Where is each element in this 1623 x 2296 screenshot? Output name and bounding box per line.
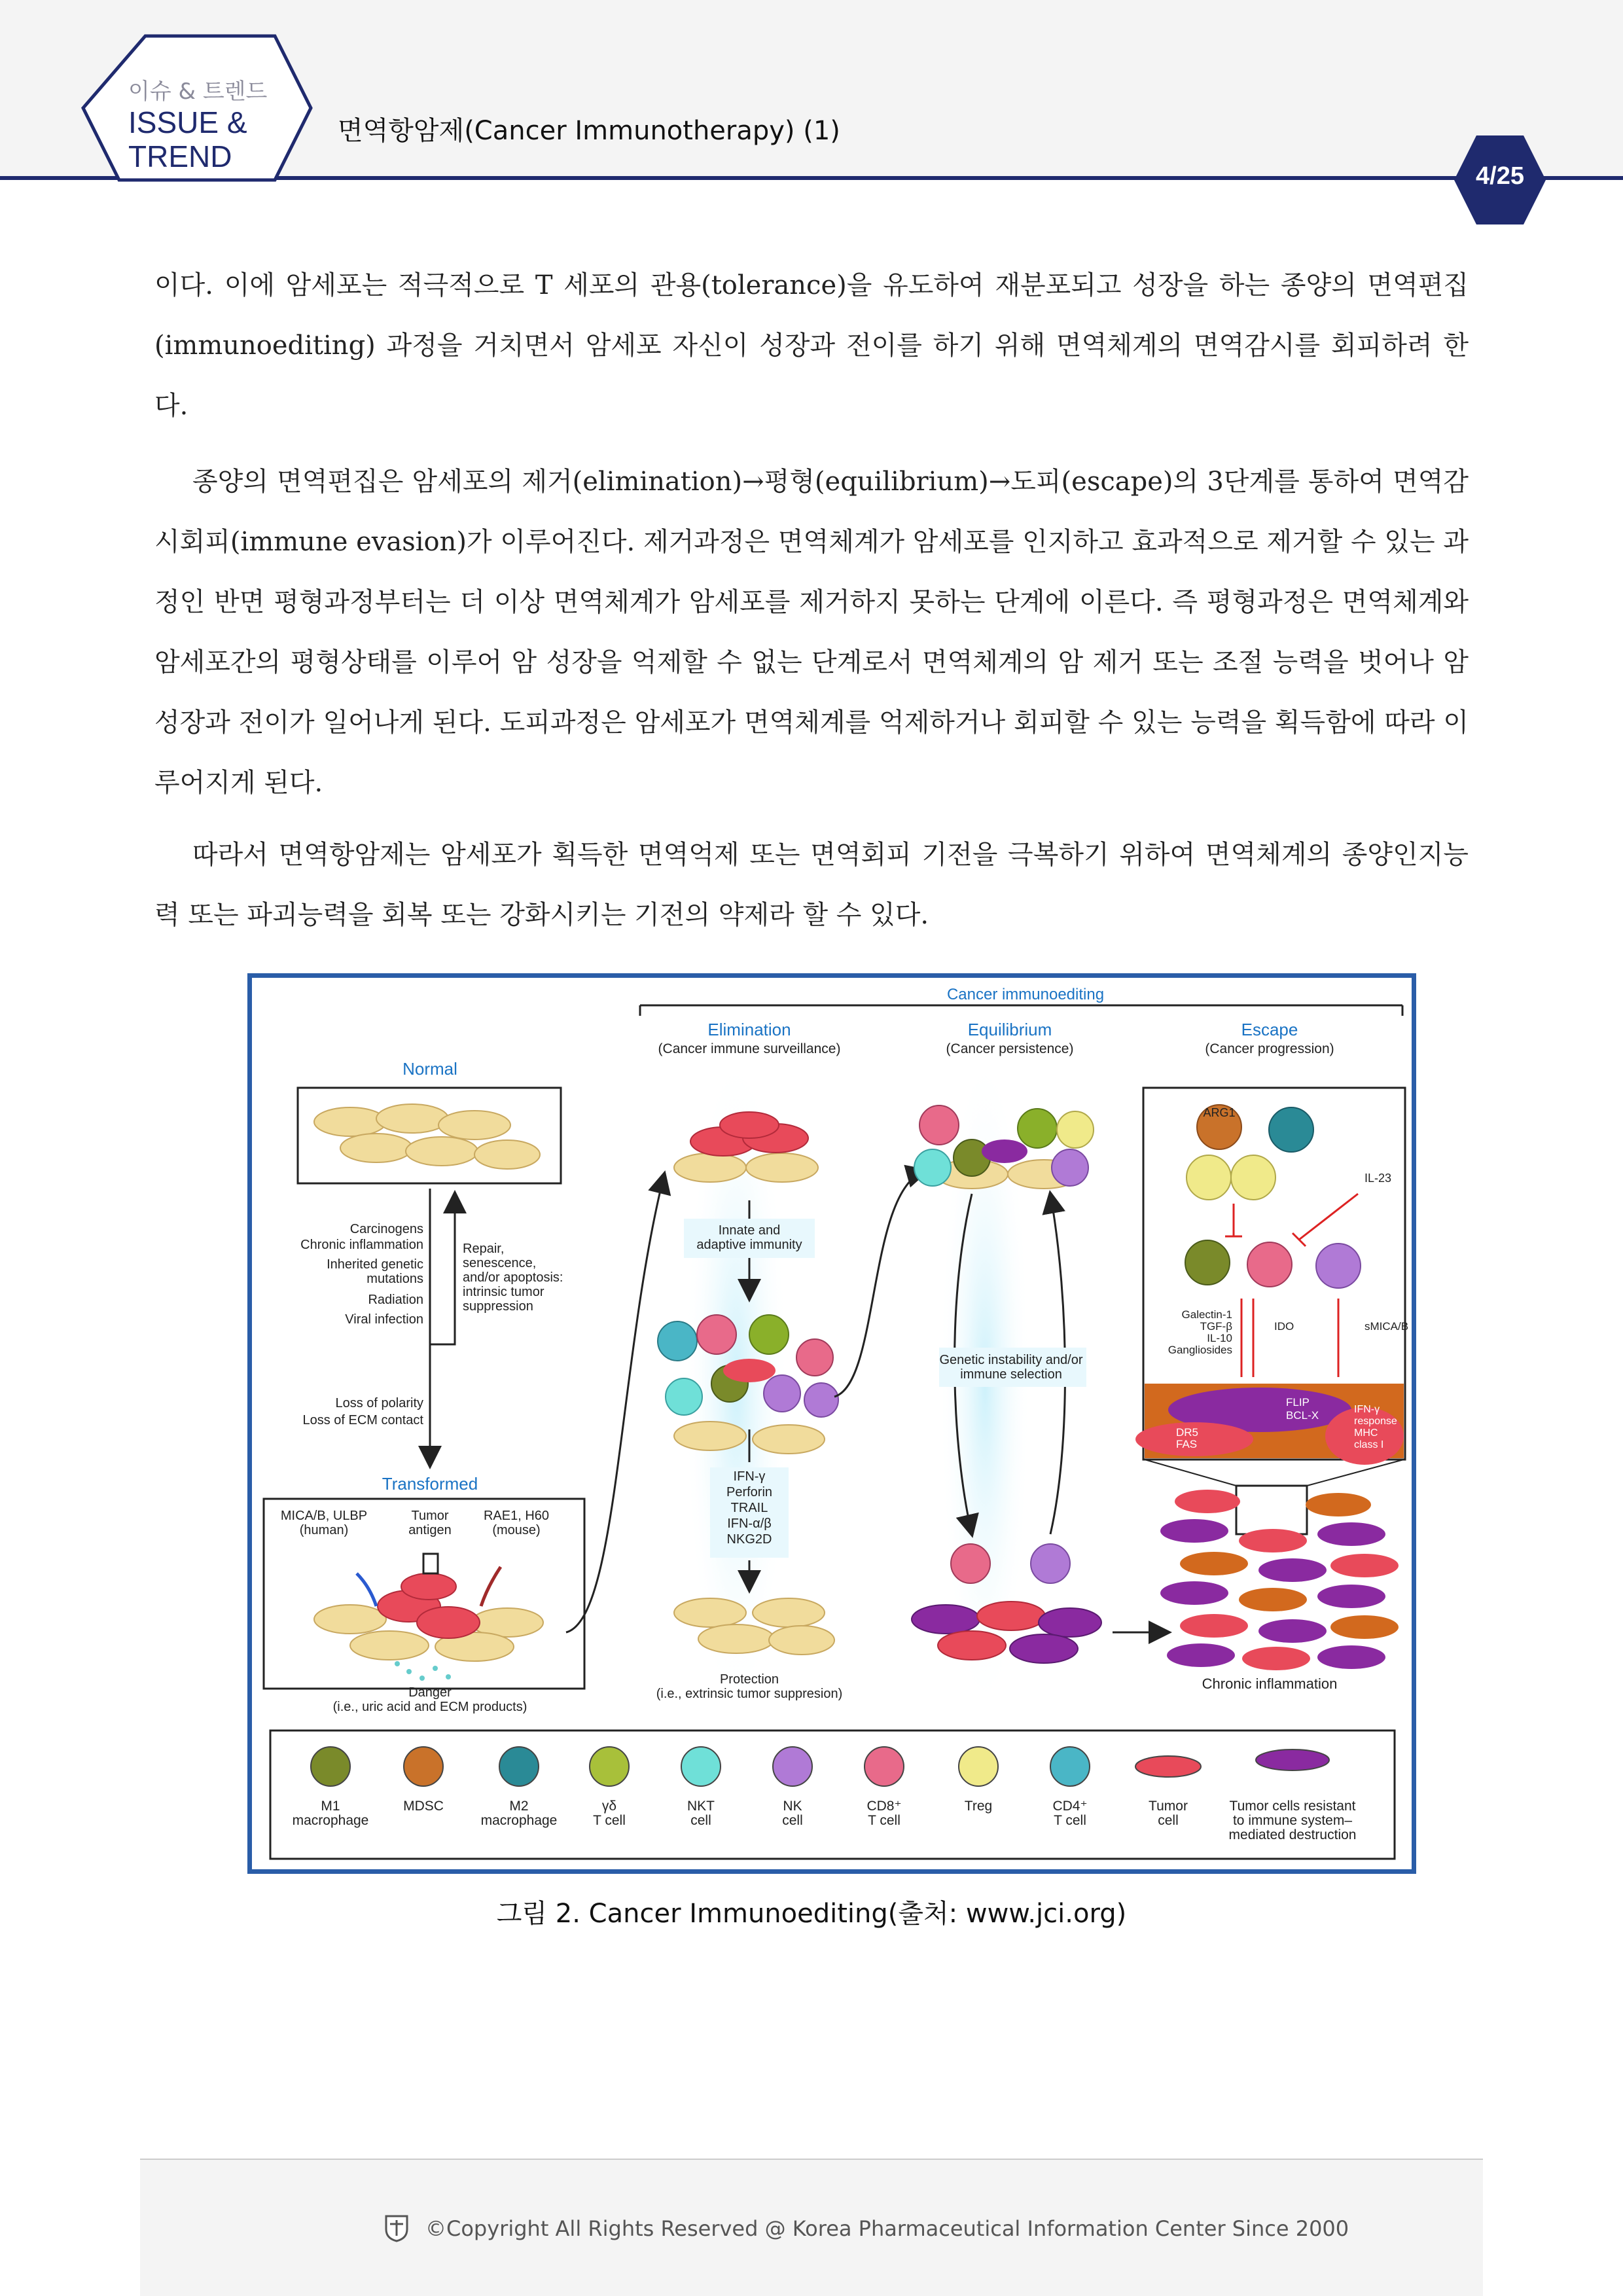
innate-1: Innate and bbox=[718, 1223, 781, 1238]
galectin-1: Galectin-1 bbox=[1181, 1308, 1232, 1321]
legend-label: macrophage bbox=[480, 1813, 558, 1828]
kpic-emblem-icon bbox=[383, 2214, 410, 2242]
legend-label: CD8⁺ bbox=[866, 1799, 902, 1814]
stage-escape: Escape bbox=[1241, 1020, 1298, 1039]
zoom-box bbox=[1236, 1486, 1307, 1534]
ido-label: IDO bbox=[1274, 1320, 1294, 1333]
ligand-labels bbox=[281, 1509, 549, 1537]
genetic-2: immune selection bbox=[960, 1367, 1062, 1382]
legend-label: macrophage bbox=[292, 1813, 369, 1828]
repair-2: senescence, bbox=[463, 1256, 537, 1270]
ligand-mouse-1: RAE1, H60 bbox=[483, 1509, 550, 1523]
ligand-mouse-2: (mouse) bbox=[492, 1523, 541, 1537]
legend-label: to immune system– bbox=[1232, 1813, 1353, 1828]
zoom-line-left bbox=[1145, 1460, 1236, 1486]
ligand-antigen-1: Tumor bbox=[411, 1509, 449, 1523]
galectin-4: Gangliosides bbox=[1168, 1344, 1232, 1356]
paragraph-3: 따라서 면역항암제는 암세포가 획득한 면역억제 또는 면역회피 기전을 극복하기 위하여 면역체계의 종양인지능력 또는 파괴능력을 회복 또는 강화시키는 기전의 약제라 할 수 있다. bbox=[154, 840, 1469, 930]
legend-label: γδ bbox=[601, 1799, 617, 1814]
stage-elimination-sub: (Cancer immune surveillance) bbox=[658, 1041, 841, 1056]
legend-label: M2 bbox=[509, 1799, 529, 1814]
loss-1: Loss of polarity bbox=[335, 1396, 423, 1410]
legend-label: cell bbox=[690, 1813, 711, 1828]
legend-swatch bbox=[1256, 1749, 1329, 1770]
legend-label: Treg bbox=[964, 1799, 993, 1814]
danger-labels bbox=[333, 1685, 527, 1714]
ifn-resp-2: response bbox=[1354, 1416, 1397, 1427]
legend-label: NKT bbox=[687, 1799, 715, 1814]
legend-item bbox=[959, 1747, 998, 1814]
badge-issue-label: ISSUE & bbox=[128, 105, 247, 139]
effector-5: NKG2D bbox=[726, 1532, 772, 1547]
cause-6: Viral infection bbox=[345, 1312, 423, 1327]
repair-4: intrinsic tumor bbox=[463, 1285, 544, 1299]
danger-1: Danger bbox=[408, 1685, 452, 1700]
ifn-resp-1: IFN-γ bbox=[1354, 1404, 1380, 1415]
legend-swatch bbox=[590, 1747, 629, 1786]
ligand-human-1: MICA/B, ULBP bbox=[280, 1509, 368, 1523]
smica-label: sMICA/B bbox=[1364, 1320, 1409, 1333]
stage-escape-sub: (Cancer progression) bbox=[1205, 1041, 1334, 1056]
legend-swatch bbox=[1135, 1756, 1201, 1777]
legend-label: M1 bbox=[321, 1799, 340, 1814]
figure-cancer-immunoediting bbox=[247, 973, 1416, 1874]
effector-2: Perforin bbox=[726, 1485, 773, 1499]
body-text-3 bbox=[154, 825, 1469, 945]
stage-equilibrium: Equilibrium bbox=[967, 1020, 1052, 1039]
cause-5: Radiation bbox=[368, 1293, 423, 1307]
repair-1: Repair, bbox=[463, 1242, 505, 1256]
cause-2: Chronic inflammation bbox=[300, 1238, 423, 1252]
document-title: 면역항암제(Cancer Immunotherapy) (1) bbox=[338, 116, 840, 146]
legend-swatch bbox=[499, 1747, 539, 1786]
legend-item bbox=[403, 1747, 444, 1814]
protection-1: Protection bbox=[719, 1672, 779, 1687]
genetic-labels bbox=[939, 1353, 1082, 1382]
legend-label: Tumor cells resistant bbox=[1229, 1799, 1356, 1814]
causes-list bbox=[300, 1222, 423, 1327]
legend-swatch bbox=[404, 1747, 443, 1786]
chronic-inflammation-label: Chronic inflammation bbox=[1202, 1676, 1338, 1692]
flip-2: BCL-X bbox=[1286, 1409, 1319, 1422]
cause-1: Carcinogens bbox=[349, 1222, 423, 1236]
legend-label: T cell bbox=[593, 1813, 626, 1828]
il23-label: IL-23 bbox=[1364, 1172, 1392, 1185]
repair-5: suppression bbox=[463, 1299, 533, 1314]
copyright-text: ©Copyright All Rights Reserved @ Korea Pharmaceutical Information Center Since 2000 bbox=[425, 2216, 1349, 2241]
dr5-1: DR5 bbox=[1176, 1426, 1199, 1439]
badge-trend-label: TREND bbox=[128, 139, 232, 173]
effector-3: TRAIL bbox=[730, 1501, 768, 1515]
arrow-repair bbox=[430, 1194, 455, 1344]
legend-swatch bbox=[959, 1747, 998, 1786]
repair-list bbox=[463, 1242, 563, 1314]
galectin-2: TGF-β bbox=[1200, 1320, 1232, 1333]
legend-label: cell bbox=[1158, 1813, 1179, 1828]
ligand-human-2: (human) bbox=[299, 1523, 349, 1537]
galectin-3: IL-10 bbox=[1207, 1332, 1232, 1344]
legend-swatch bbox=[773, 1747, 812, 1786]
arg1-label: ARG1 bbox=[1203, 1106, 1236, 1119]
footer-rule bbox=[140, 2159, 1483, 2160]
legend-swatch bbox=[1050, 1747, 1090, 1786]
legend-label: T cell bbox=[1054, 1813, 1086, 1828]
cause-3: Inherited genetic bbox=[327, 1257, 423, 1272]
legend-label: NK bbox=[783, 1799, 802, 1814]
arrow-elim-to-equil bbox=[834, 1171, 926, 1397]
paragraph-2: 종양의 면역편집은 암세포의 제거(elimination)→평형(equilibrium)→도피(escape)의 3단계를 통하여 면역감시회피(immune evasion)가 이루어진다. 제거과정은 면역체계가 암세포를 인지하고 효과적으로 제거할 수 있는 과정인 반면 평형과정부터는 더 이상 면역체계가 암세포를 제거하지 못하는 단계에 이른다. 즉 평형과정은 면역체계와 암세포간의 평형상태를 이루어 암 성장을 억제할 수 없는 단계로서 면역체계의 암 제거 또는 조절 능력을 벗어나 암 성장과 전이가 일어나게 된다. 도피과정은 암세포가 면역체계를 억제하거나 회피할 수 있는 능력을 획득함에 따라 이루어지게 된다. bbox=[154, 467, 1469, 798]
legend-label: mediated destruction bbox=[1228, 1827, 1357, 1842]
loss-2: Loss of ECM contact bbox=[302, 1413, 423, 1427]
legend-swatch bbox=[311, 1747, 350, 1786]
genetic-1: Genetic instability and/or bbox=[939, 1353, 1083, 1367]
cause-4: mutations bbox=[366, 1272, 423, 1286]
immunoediting-diagram bbox=[252, 978, 1412, 1869]
body-text-2 bbox=[154, 452, 1469, 813]
top-label: Cancer immunoediting bbox=[946, 986, 1105, 1003]
legend-swatch bbox=[865, 1747, 904, 1786]
legend-label: CD4⁺ bbox=[1052, 1799, 1088, 1814]
body-text bbox=[154, 255, 1469, 436]
legend-label: Tumor bbox=[1149, 1799, 1188, 1814]
danger-2: (i.e., uric acid and ECM products) bbox=[332, 1700, 527, 1714]
innate-2: adaptive immunity bbox=[696, 1238, 802, 1252]
badge-korean-label: 이슈 & 트렌드 bbox=[128, 79, 268, 105]
stage-equilibrium-sub: (Cancer persistence) bbox=[946, 1041, 1074, 1056]
page-number: 4/25 bbox=[1476, 162, 1524, 190]
effector-4: IFN-α/β bbox=[727, 1516, 772, 1531]
ifn-resp-3: MHC bbox=[1354, 1427, 1378, 1439]
dr5-labels bbox=[1176, 1426, 1198, 1450]
normal-label: Normal bbox=[402, 1059, 457, 1079]
flip-1: FLIP bbox=[1286, 1396, 1310, 1408]
ligand-antigen-2: antigen bbox=[408, 1523, 452, 1537]
effector-1: IFN-γ bbox=[733, 1469, 766, 1484]
legend-label: T cell bbox=[868, 1813, 901, 1828]
legend-box bbox=[270, 1731, 1395, 1859]
paragraph-1: 이다. 이에 암세포는 적극적으로 T 세포의 관용(tolerance)을 유도하여 재분포되고 성장을 하는 종양의 면역편집(immunoediting) 과정을 거치면서 암세포 자신이 성장과 전이를 하기 위해 면역체계의 면역감시를 회피하려 한다. bbox=[154, 270, 1469, 421]
stage-elimination: Elimination bbox=[707, 1020, 791, 1039]
escape-tumor-mass bbox=[1160, 1490, 1399, 1670]
loss-list bbox=[302, 1396, 423, 1427]
legend-label: MDSC bbox=[403, 1799, 444, 1814]
legend-swatch bbox=[681, 1747, 721, 1786]
legend-label: cell bbox=[782, 1813, 803, 1828]
repair-3: and/or apoptosis: bbox=[463, 1270, 563, 1285]
ifn-resp-4: class I bbox=[1354, 1439, 1384, 1450]
figure-caption: 그림 2. Cancer Immunoediting(출처: www.jci.org) bbox=[496, 1899, 1127, 1929]
dr5-2: FAS bbox=[1176, 1438, 1198, 1450]
transformed-label: Transformed bbox=[382, 1474, 478, 1494]
protection-2: (i.e., extrinsic tumor suppresion) bbox=[656, 1687, 843, 1701]
